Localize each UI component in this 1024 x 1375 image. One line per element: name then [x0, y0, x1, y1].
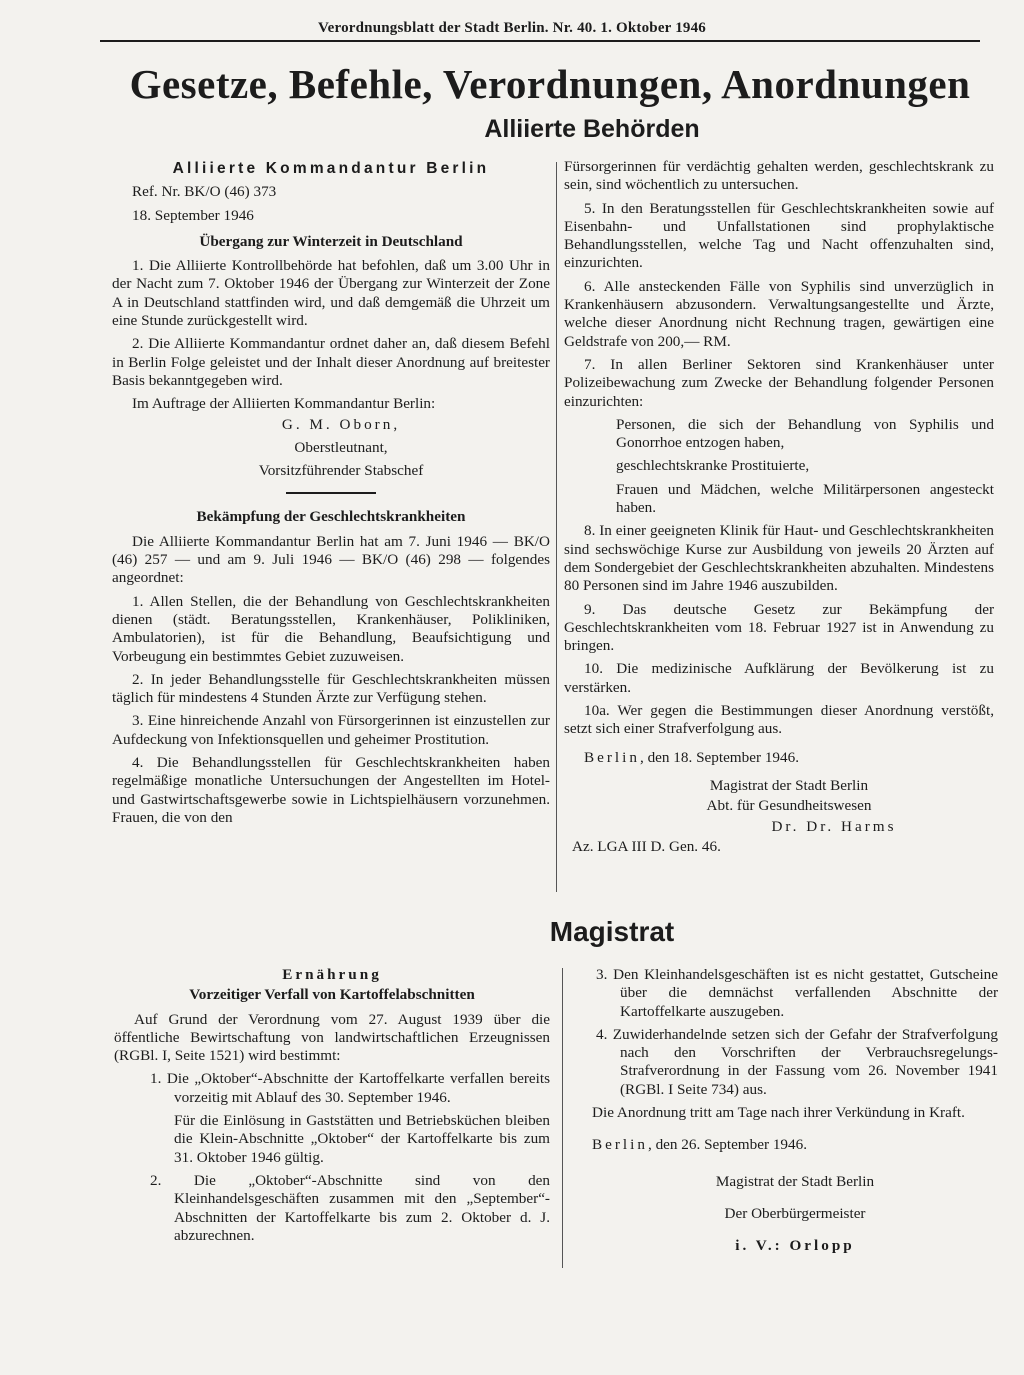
order2-para-10a: 10a. Wer gegen die Bestimmungen dieser Anordnung verstößt, setzt sich einer Strafverfolgung aus. — [564, 702, 994, 738]
order2-para-3: 3. Eine hinreichende Anzahl von Fürsorgerinnen ist einzustellen zur Aufdeckung von Infektionsquellen und geheimer Prostitution. — [112, 712, 550, 748]
main-title: Gesetze, Befehle, Verordnungen, Anordnungen — [129, 61, 971, 107]
magistrat-para-1b: Für die Einlösung in Gaststätten und Betriebsküchen bleiben die Klein-Abschnitte „Oktober“ der Kartoffelkarte bis zum 31. Oktober 1946 gültig. — [174, 1112, 550, 1166]
section-title-magistrat: Magistrat — [549, 916, 675, 947]
order1-sig-name-text: G. M. Oborn, — [281, 415, 401, 433]
reference-number: Ref. Nr. BK/O (46) 373 — [132, 183, 277, 201]
header-rule — [100, 40, 980, 42]
column-left-bottom — [114, 966, 550, 1250]
order2-para-5: 5. In den Beratungsstellen für Geschlechtskrankheiten sowie auf Eisenbahn- und Unfallstationen sind prophylaktische Behandlungsstellen, welche Tag und Nacht offenzuhalten sind, einzurichten. — [564, 199, 994, 272]
order2-date-line — [564, 749, 994, 767]
order1-title: Übergang zur Winterzeit in Deutschland — [199, 232, 463, 250]
running-header: Verordnungsblatt der Stadt Berlin. Nr. 40. 1. Oktober 1946 — [317, 20, 707, 36]
order1-sig-rank: Oberstleutnant, — [294, 438, 388, 456]
order2-sig-2: Abt. für Gesundheitswesen — [706, 797, 872, 815]
order1-para-1: 1. Die Alliierte Kontrollbehörde hat befohlen, daß um 3.00 Uhr in der Nacht zum 7. Oktober 1946 der Übergang zur Winterzeit der Zone A in Deutschland stattfinden wird, und daß demgemäß die Uhrzeit um eine Stunde zurückgestellt wird. — [112, 257, 550, 330]
magistrat-para-1: 1. Die „Oktober“-Abschnitte der Kartoffelkarte verfallen bereits vorzeitig mit Ablauf des 30. September 1946. — [150, 1070, 550, 1106]
order2-para-4-cont: Fürsorgerinnen für verdächtig gehalten werden, geschlechtskrank zu sein, sind wöchentlich zu untersuchen. — [564, 158, 994, 194]
column-right-bottom — [572, 966, 998, 1261]
reference-date: 18. September 1946 — [132, 206, 254, 224]
order2-para-9: 9. Das deutsche Gesetz zur Bekämpfung der Geschlechtskrankheiten vom 18. Februar 1927 ist in Anwendung zu bringen. — [564, 600, 994, 655]
magistrat-effect: Die Anordnung tritt am Tage nach ihrer Verkündung in Kraft. — [592, 1104, 965, 1122]
order2-para-1: 1. Allen Stellen, die der Behandlung von Geschlechtskrankheiten dienen (städt. Beratungsstellen, Krankenhäuser, Polikliniken, Ambulatorien), ist für die Behandlung, Beaufsichtigung und Vorbeugung ein bestimmtes Gebiet zuzuweisen. — [112, 592, 550, 665]
column-left-top — [112, 160, 550, 832]
order2-sig-3-text: Dr. Dr. Harms — [771, 817, 897, 835]
order2-para-7-item: Frauen und Mädchen, welche Militärpersonen angesteckt haben. — [616, 480, 994, 517]
order1-sig-name — [112, 416, 550, 434]
magistrat-para-3: 3. Den Kleinhandelsgeschäften ist es nicht gestattet, Gutscheine über die demnächst verfallenden Abschnitte der Kartoffelkarte auszugeben. — [596, 966, 998, 1020]
order2-para-2: 2. In jeder Behandlungsstelle für Geschlechtskrankheiten müssen täglich für mindestens 4 Stunden Ärzte zur Verfügung stehen. — [112, 670, 550, 707]
order2-para-10: 10. Die medizinische Aufklärung der Bevölkerung ist zu verstärken. — [564, 660, 994, 696]
order2-sig-1: Magistrat der Stadt Berlin — [709, 776, 869, 794]
magistrat-sig-2: Der Oberbürgermeister — [724, 1204, 866, 1222]
magistrat-sig-3-text: i. V.: Orlopp — [735, 1237, 855, 1255]
section-title-allied: Alliierte Behörden — [484, 115, 700, 143]
magistrat-intro: Auf Grund der Verordnung vom 27. August 1939 über die öffentliche Bewirtschaftung von landwirtschaftlichen Erzeugnissen (RGBl. I, Seite 1521) wird bestimmt: — [114, 1010, 550, 1065]
magistrat-date-line — [572, 1136, 998, 1154]
order2-para-7: 7. In allen Berliner Sektoren sind Krankenhäuser unter Polizeibewachung zum Zwecke der Behandlung folgender Personen einzurichten: — [564, 355, 994, 410]
column-right-top — [564, 158, 994, 861]
magistrat-para-4: 4. Zuwiderhandelnde setzen sich der Gefahr der Strafverfolgung nach den Vorschriften der Verbrauchsregelungs-Strafverordnung in der Fassung vom 26. November 1941 (RGBl. I Seite 734) aus. — [596, 1025, 998, 1098]
magistrat-date-rest: , den 26. September 1946. — [647, 1136, 807, 1154]
magistrat-subject: Ernährung — [282, 966, 382, 983]
order2-sig-3 — [564, 818, 994, 836]
order2-date-city: Berlin — [584, 748, 640, 766]
column-divider-top — [556, 162, 557, 892]
column-divider-bottom — [562, 968, 563, 1268]
separator-rule — [286, 492, 376, 494]
order2-para-8: 8. In einer geeigneten Klinik für Haut- und Geschlechtskrankheiten sind sechswöchige Kurse zur Ausbildung von jeweils 20 Ärzten auf dem Sondergebiet der Geschlechtskrankheiten abzuhalten. Mindestens 80 Personen sind im Jahre 1946 auszubilden. — [564, 522, 994, 595]
magistrat-order-title: Vorzeitiger Verfall von Kartoffelabschnitten — [189, 986, 475, 1004]
order1-by-order: Im Auftrage der Alliierten Kommandantur Berlin: — [132, 395, 436, 413]
order2-file-ref: Az. LGA III D. Gen. 46. — [572, 837, 721, 855]
order2-para-6: 6. Alle ansteckenden Fälle von Syphilis sind unverzüglich in Krankenhäusern abzusondern. Verwaltungsangestellte und Ärzte, welche dieser Anordnung nicht Rechnung tragen, gewärtigen eine Geldstrafe von 200,— RM. — [564, 277, 994, 350]
magistrat-sig-1: Magistrat der Stadt Berlin — [715, 1172, 875, 1190]
order2-intro: Die Alliierte Kommandantur Berlin hat am 7. Juni 1946 — BK/O (46) 257 — und am 9. Juli 1946 — BK/O (46) 298 — folgendes angeordnet: — [112, 532, 550, 587]
order2-title: Bekämpfung der Geschlechtskrankheiten — [196, 508, 466, 526]
magistrat-date-city: Berlin — [592, 1136, 648, 1154]
order1-sig-role: Vorsitzführender Stabschef — [258, 462, 424, 480]
order2-para-7-item: Personen, die sich der Behandlung von Syphilis und Gonorrhoe entzogen haben, — [616, 415, 994, 452]
order2-para-7-item: geschlechtskranke Prostituierte, — [616, 457, 810, 475]
order2-para-4: 4. Die Behandlungsstellen für Geschlechtskrankheiten haben regelmäßige monatliche Untersuchungen der Angestellten im Hotel- und Gastwirtschaftsgewerbe sowie in Lichtspielhäusern vorzunehmen. Frauen, die von den — [112, 754, 550, 826]
magistrat-sig-3 — [572, 1237, 998, 1255]
order2-date-rest: , den 18. September 1946. — [639, 748, 799, 766]
authority-name: Alliierte Kommandantur Berlin — [172, 160, 490, 177]
order1-para-2: 2. Die Alliierte Kommandantur ordnet daher an, daß diesem Befehl in Berlin Folge geleistet und der Inhalt dieser Anordnung auf breitester Basis bekanntgegeben wird. — [112, 335, 550, 389]
magistrat-para-2: 2. Die „Oktober“-Abschnitte sind von den Kleinhandelsgeschäften zusammen mit den „September“-Abschnitten der Kartoffelkarte bis zum 2. Oktober d. J. abzurechnen. — [150, 1171, 550, 1244]
